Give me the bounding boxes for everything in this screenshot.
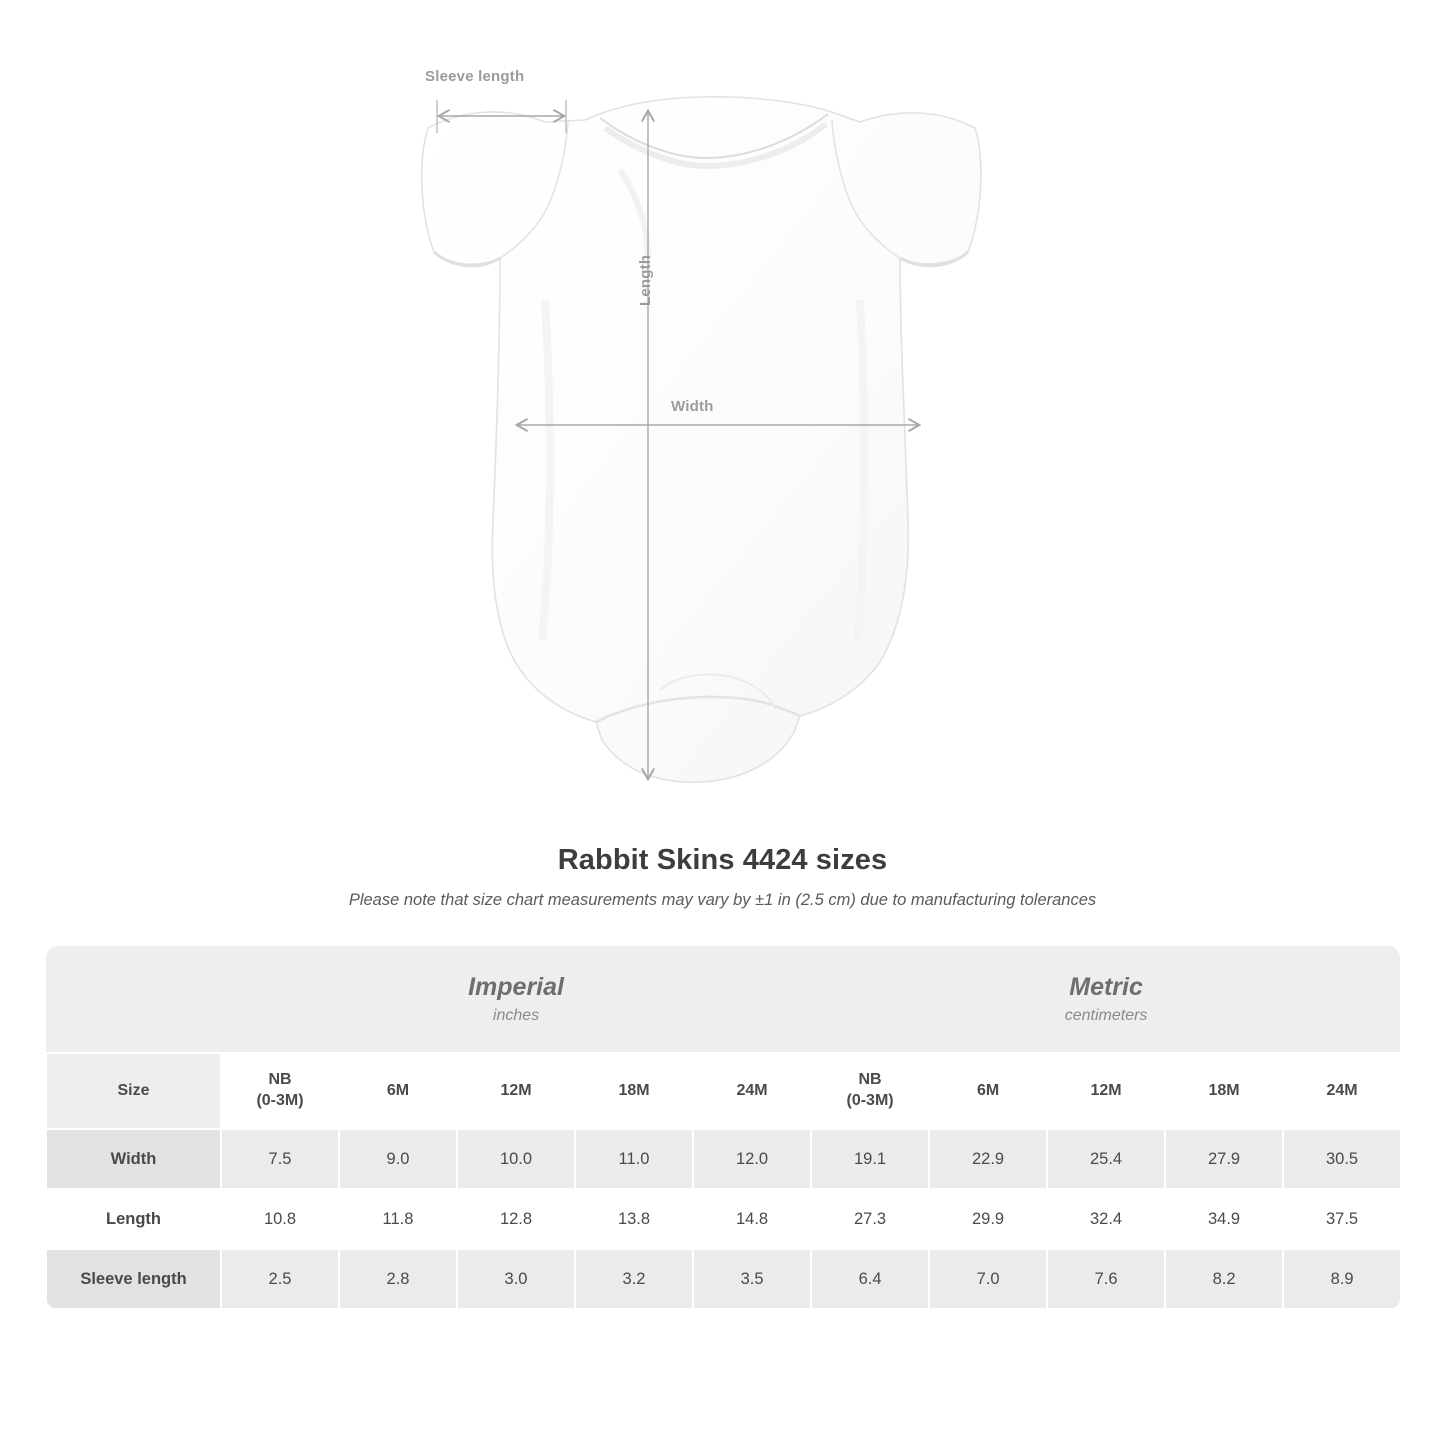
cell-length-4: 14.8 — [693, 1189, 811, 1249]
cell-sleeve-3: 3.2 — [575, 1249, 693, 1309]
cell-width-7: 25.4 — [1047, 1129, 1165, 1189]
unit-imperial-name: Imperial — [468, 972, 564, 1001]
cell-width-8: 27.9 — [1165, 1129, 1283, 1189]
unit-header-row — [46, 946, 1400, 1053]
table-row — [46, 1189, 1400, 1249]
header-col-3: 18M — [575, 1053, 693, 1129]
cell-sleeve-7: 7.6 — [1047, 1249, 1165, 1309]
header-col-5: NB (0-3M) — [811, 1053, 929, 1129]
cell-length-8: 34.9 — [1165, 1189, 1283, 1249]
cell-sleeve-8: 8.2 — [1165, 1249, 1283, 1309]
header-col-2: 12M — [457, 1053, 575, 1129]
cell-width-3: 11.0 — [575, 1129, 693, 1189]
bodysuit-body — [422, 97, 981, 782]
page-title: Rabbit Skins 4424 sizes — [557, 844, 888, 876]
cell-sleeve-1: 2.8 — [339, 1249, 457, 1309]
header-col-6: 6M — [929, 1053, 1047, 1129]
header-col-0: NB (0-3M) — [221, 1053, 339, 1129]
cell-length-6: 29.9 — [929, 1189, 1047, 1249]
cell-sleeve-9: 8.9 — [1283, 1249, 1400, 1309]
cell-length-7: 32.4 — [1047, 1189, 1165, 1249]
unit-metric-sub: centimeters — [1064, 1007, 1148, 1025]
cell-length-0: 10.8 — [221, 1189, 339, 1249]
cell-width-0: 7.5 — [221, 1129, 339, 1189]
cell-sleeve-5: 6.4 — [811, 1249, 929, 1309]
width-label: Width — [671, 398, 714, 415]
unit-metric-name: Metric — [1069, 972, 1143, 1001]
cell-width-1: 9.0 — [339, 1129, 457, 1189]
cell-width-9: 30.5 — [1283, 1129, 1400, 1189]
unit-group-metric — [811, 946, 1400, 1053]
cell-sleeve-4: 3.5 — [693, 1249, 811, 1309]
cell-width-6: 22.9 — [929, 1129, 1047, 1189]
size-table-wrap — [45, 946, 1400, 1310]
cell-sleeve-2: 3.0 — [457, 1249, 575, 1309]
cell-sleeve-6: 7.0 — [929, 1249, 1047, 1309]
row-label-sleeve-length: Sleeve length — [46, 1249, 221, 1309]
cell-width-4: 12.0 — [693, 1129, 811, 1189]
cell-length-5: 27.3 — [811, 1189, 929, 1249]
header-col-1: 6M — [339, 1053, 457, 1129]
header-col-7: 12M — [1047, 1053, 1165, 1129]
table-row — [46, 1249, 1400, 1309]
title-block — [0, 844, 1445, 910]
cell-width-5: 19.1 — [811, 1129, 929, 1189]
unit-imperial-sub: inches — [492, 1007, 540, 1025]
cell-length-3: 13.8 — [575, 1189, 693, 1249]
column-header-row — [46, 1053, 1400, 1129]
header-size: Size — [46, 1053, 221, 1129]
unit-spacer — [46, 946, 221, 1053]
header-col-4: 24M — [693, 1053, 811, 1129]
cell-length-1: 11.8 — [339, 1189, 457, 1249]
tolerance-note: Please note that size chart measurements may vary by ±1 in (2.5 cm) due to manufacturing tolerances — [348, 891, 1097, 909]
header-col-8: 18M — [1165, 1053, 1283, 1129]
table-row — [46, 1129, 1400, 1189]
length-label: Length — [637, 254, 654, 306]
size-table — [45, 946, 1400, 1310]
row-label-length: Length — [46, 1189, 221, 1249]
header-col-9: 24M — [1283, 1053, 1400, 1129]
cell-length-2: 12.8 — [457, 1189, 575, 1249]
row-label-width: Width — [46, 1129, 221, 1189]
sleeve-length-label: Sleeve length — [425, 68, 525, 85]
cell-sleeve-0: 2.5 — [221, 1249, 339, 1309]
cell-length-9: 37.5 — [1283, 1189, 1400, 1249]
cell-width-2: 10.0 — [457, 1129, 575, 1189]
unit-group-imperial — [221, 946, 811, 1053]
